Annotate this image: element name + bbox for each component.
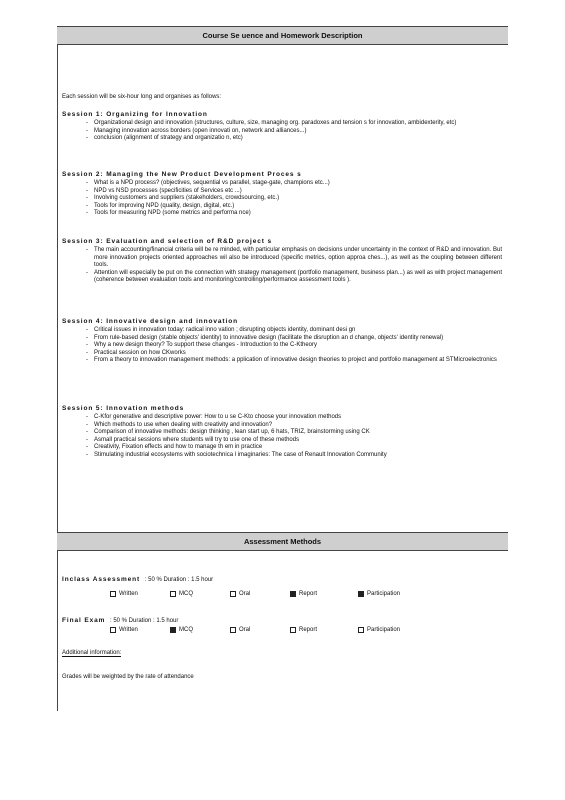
course-sequence-header xyxy=(57,26,508,45)
session-topic-item: - From a theory to innovation management methods: a pplication of innovative design theories to project and portfolio management at STMicroelectronics xyxy=(62,357,502,365)
checkbox-icon[interactable] xyxy=(230,591,236,597)
session-topic-item: - The main accounting/financial criteria will be re minded, with particular emphasis on decisions under uncertainty in the context of R&D and innovation. But more innovation projects oriented approaches wil also be introduced (specific metrics, option approa ches...), as well as the coupling between different tools. xyxy=(62,247,502,270)
assessment-title: Assessment Methods xyxy=(243,537,322,546)
option-label: Written xyxy=(119,627,138,633)
session-topic-item: - Attention will especially be put on the connection with strategy management (portfolio management, business plan...) as well as with project management (coherence between evaluation tools and monitoring/controlling/performance assessment tools ). xyxy=(62,270,502,285)
final-option-report[interactable] xyxy=(290,627,317,633)
checkbox-icon[interactable] xyxy=(290,591,296,597)
inclass-option-mcq[interactable] xyxy=(170,591,193,597)
final-option-mcq[interactable] xyxy=(170,627,193,633)
final-exam-line xyxy=(62,617,178,624)
inclass-line xyxy=(62,576,213,583)
session-block xyxy=(62,171,502,218)
session-topic-item: - Organizational design and innovation (structures, culture, size, managing org. paradoxes and tension s for innovation, ambidexterity, etc) xyxy=(62,120,502,128)
session-topic-item: - Tools for measuring NPD (some metrics and performa nce) xyxy=(62,210,502,218)
session-topic-item: - Which methods to use when dealing with creativity and innovation? xyxy=(62,422,502,430)
session-heading: Session 5: Innovation methods xyxy=(62,405,185,412)
inclass-option-written[interactable] xyxy=(110,591,138,597)
session-block xyxy=(62,318,502,365)
checkbox-icon[interactable] xyxy=(170,627,176,633)
checkbox-icon[interactable] xyxy=(170,591,176,597)
final-option-oral[interactable] xyxy=(230,627,250,633)
checkbox-icon[interactable] xyxy=(110,591,116,597)
session-topic-item: - Practical session on how CKworks xyxy=(62,350,502,358)
option-label: Report xyxy=(299,591,318,597)
session-topic-list xyxy=(62,180,502,218)
checkbox-icon[interactable] xyxy=(358,627,364,633)
session-block xyxy=(62,405,502,460)
session-heading: Session 3: Evaluation and selection of R&D project s xyxy=(62,238,273,245)
session-topic-item: - Managing innovation across borders (open innovati on, network and alliances...) xyxy=(62,128,502,136)
option-label: Oral xyxy=(239,627,251,633)
inclass-options xyxy=(62,591,502,601)
session-topic-list xyxy=(62,120,502,143)
session-topic-item: - From rule-based design (stable objects' identity) to innovative design (facilitate the disruption an d change, objects' identity renewal) xyxy=(62,335,502,343)
option-label: Oral xyxy=(239,591,251,597)
session-topic-item: - conclusion (alignment of strategy and organizatio n, etc) xyxy=(62,135,502,143)
session-block xyxy=(62,238,502,285)
session-topic-item: - Tools for improving NPD (quality, design, digital, etc.) xyxy=(62,203,502,211)
session-topic-list xyxy=(62,327,502,365)
checkbox-icon[interactable] xyxy=(230,627,236,633)
option-label: Participation xyxy=(367,591,401,597)
final-exam-label: Final Exam xyxy=(62,617,106,624)
session-topic-item: - Comparison of innovative methods: design thinking , lean start up, 6 hats, TRIZ, brainstorming using CK xyxy=(62,429,502,437)
course-sequence-title: Course Se uence and Homework Description xyxy=(202,31,363,40)
inclass-details: : 50 % Duration : 1.5 hour xyxy=(144,577,214,583)
checkbox-icon[interactable] xyxy=(110,627,116,633)
additional-info-label: Additional information: xyxy=(62,650,122,656)
option-label: Participation xyxy=(367,627,401,633)
session-topic-item: - Stimulating industrial ecosystems with sociotechnica l imaginaries: The case of Renault Innovation Community xyxy=(62,452,502,460)
session-topic-item: - What is a NPD process? (objectives, sequential vs parallel, stage-gate, champions etc...) xyxy=(62,180,502,188)
option-label: Written xyxy=(119,591,138,597)
option-label: MCQ xyxy=(179,627,193,633)
inclass-option-oral[interactable] xyxy=(230,591,250,597)
session-topic-item: - C-Kfor generative and descriptive power: How to u se C-Kto choose your innovation methods xyxy=(62,414,502,422)
final-option-participation[interactable] xyxy=(358,627,400,633)
checkbox-icon[interactable] xyxy=(290,627,296,633)
checkbox-icon[interactable] xyxy=(358,591,364,597)
session-topic-item: - Asmall practical sessions where students will try to use one of these methods xyxy=(62,437,502,445)
final-exam-details: : 50 % Duration : 1.5 hour xyxy=(110,618,179,624)
inclass-option-report[interactable] xyxy=(290,591,317,597)
session-topic-list xyxy=(62,247,502,285)
final-option-written[interactable] xyxy=(110,627,138,633)
session-topic-item: - Critical issues in innovation today: radical inno vation ; disrupting objects identity, dominant desi gn xyxy=(62,327,502,335)
session-heading: Session 1: Organizing for Innovation xyxy=(62,111,208,118)
intro-text: Each session will be six-hour long and organises as follows: xyxy=(62,94,222,100)
session-block xyxy=(62,111,502,143)
grades-note: Grades will be weighted by the rate of attendance xyxy=(62,674,194,680)
session-heading: Session 2: Managing the New Product Development Proces s xyxy=(62,171,302,178)
inclass-option-participation[interactable] xyxy=(358,591,400,597)
option-label: MCQ xyxy=(179,591,193,597)
session-topic-list xyxy=(62,414,502,460)
inclass-label: Inclass Assessment xyxy=(62,576,141,583)
option-label: Report xyxy=(299,627,318,633)
final-exam-options xyxy=(62,627,502,637)
session-topic-item: - NPD vs NSD processes (specificities of Services etc ...) xyxy=(62,188,502,196)
session-heading: Session 4: Innovative design and innovation xyxy=(62,318,238,325)
assessment-header xyxy=(57,532,508,551)
session-topic-item: - Why a new design theory? To support these changes - Introduction to the C-Ktheory xyxy=(62,342,502,350)
session-topic-item: - Creativity, Fixation effects and how to manage th em in practice xyxy=(62,444,502,452)
session-topic-item: - Involving customers and suppliers (stakeholders, crowdsourcing, etc.) xyxy=(62,195,502,203)
